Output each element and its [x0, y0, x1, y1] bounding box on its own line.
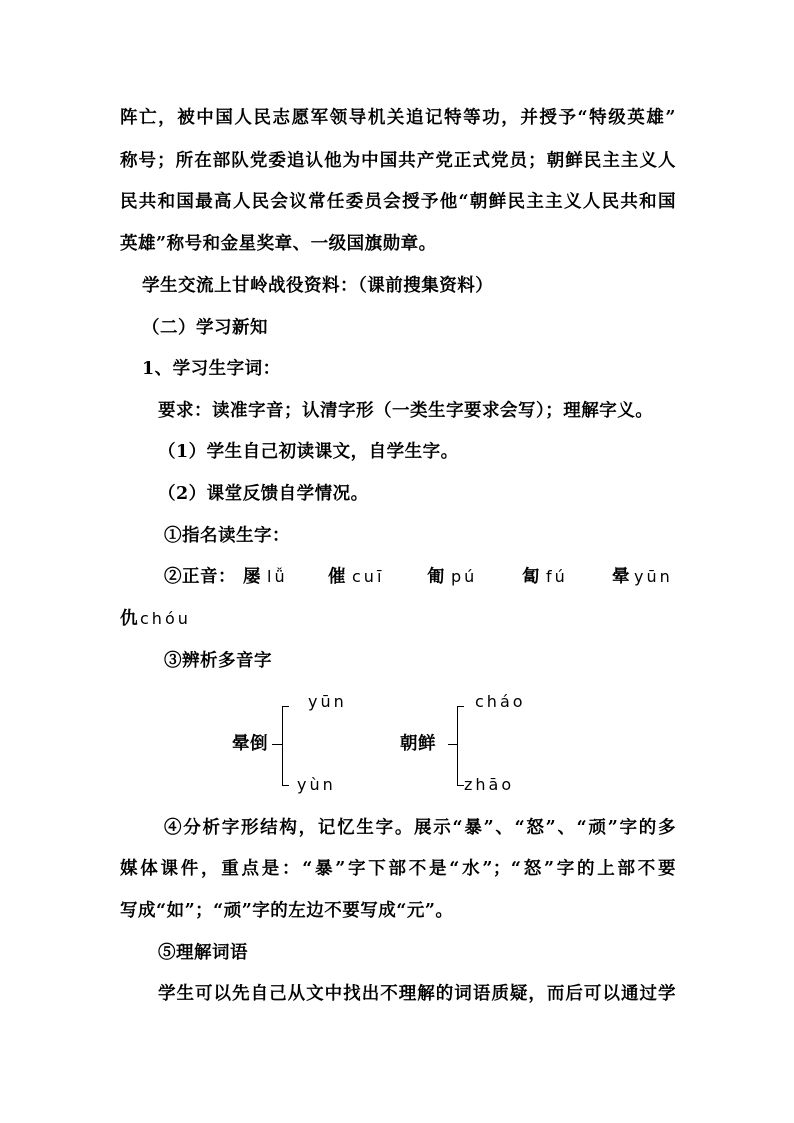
pronunciation-item: [427, 565, 477, 589]
polyphone-word: 晕倒: [232, 734, 268, 754]
pronunciation-item: [120, 607, 191, 631]
paragraph-line: ④分析字形结构，记忆生字。展示“暴”、“怒”、“顽”字的多: [164, 818, 676, 838]
brace: [282, 706, 289, 786]
char: 催: [328, 567, 346, 587]
pinyin: lǚ: [267, 567, 288, 586]
pronunciation-item: [243, 565, 288, 589]
sub-item-label: ②正音：: [164, 567, 236, 587]
paragraph-line: 阵亡，被中国人民志愿军领导机关追记特等功，并授予“特级英雄”: [120, 108, 676, 128]
pinyin: cuī: [352, 567, 385, 586]
brace: [457, 706, 464, 786]
paragraph-line: 英雄”称号和金星奖章、一级国旗勋章。: [120, 234, 437, 254]
paragraph-line: 称号；所在部队党委追认他为中国共产党正式党员；朝鲜民主主义人: [120, 151, 676, 171]
pinyin: fú: [546, 567, 568, 586]
paragraph-line: 媒体课件，重点是：“暴”字下部不是“水”；“怒”字的上部不要: [120, 859, 676, 879]
sub-item-line: ③辨析多音字: [164, 651, 272, 671]
brace-tick: [272, 744, 282, 745]
pinyin: chóu: [140, 609, 191, 628]
char: 晕: [612, 567, 630, 587]
polyphone-pinyin-bottom: zhāo: [464, 775, 515, 794]
paragraph-line: 写成“如”；“顽”字的左边不要写成“元”。: [120, 901, 454, 921]
polyphone-pinyin-top: yūn: [308, 692, 347, 711]
pronunciation-item: [328, 565, 384, 589]
requirement-line: 要求：读准字音；认清字形（一类生字要求会写）；理解字义。: [158, 401, 654, 421]
pinyin: pú: [451, 567, 478, 586]
brace-tick: [448, 744, 457, 745]
polyphone-pinyin-top: cháo: [475, 692, 526, 711]
paragraph-line: 学生可以先自己从文中找出不理解的词语质疑，而后可以通过学: [158, 984, 676, 1004]
pronunciation-item: [612, 565, 673, 589]
pinyin: yūn: [634, 567, 673, 586]
char: 匐: [522, 567, 540, 587]
polyphone-word: 朝鲜: [400, 734, 436, 754]
item-heading: 1、学习生字词：: [142, 359, 281, 379]
char: 仇: [120, 609, 138, 629]
exchange-line: 学生交流上甘岭战役资料：（课前搜集资料）: [142, 276, 494, 296]
step-line: （1）学生自己初读课文，自学生字。: [158, 442, 459, 462]
char: 匍: [427, 567, 445, 587]
paragraph-line: 民共和国最高人民会议常任委员会授予他“朝鲜民主主义人民共和国: [120, 192, 676, 212]
section-heading: （二）学习新知: [142, 318, 268, 338]
polyphone-pinyin-bottom: yùn: [297, 775, 336, 794]
char: 屡: [243, 567, 261, 587]
sub-item-line: ⑤理解词语: [158, 943, 248, 963]
step-line: （2）课堂反馈自学情况。: [158, 484, 369, 504]
sub-item-line: [164, 565, 236, 589]
sub-item-line: ①指名读生字：: [164, 526, 290, 546]
pronunciation-item: [522, 565, 568, 589]
